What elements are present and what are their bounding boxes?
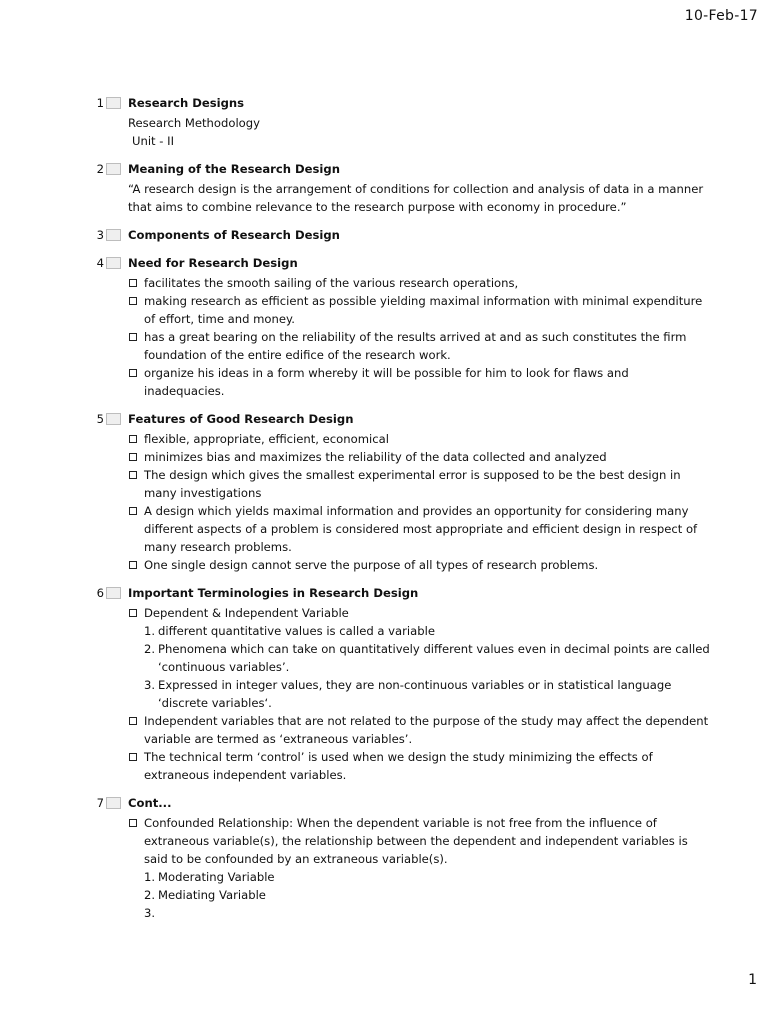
slide-title: Research Designs xyxy=(128,96,245,110)
bullet-item xyxy=(128,502,698,556)
slide-thumbnail-icon xyxy=(106,797,121,809)
slide-header xyxy=(0,226,768,244)
bullet-text-line: The technical term ‘control’ is used when we design the study minimizing the effects of xyxy=(144,750,653,764)
bullet-text-line: facilitates the smooth sailing of the various research operations, xyxy=(144,276,519,290)
checkbox-bullet-icon xyxy=(129,561,137,569)
checkbox-bullet-icon xyxy=(129,819,137,827)
list-item-text: different quantitative values is called a variable xyxy=(158,624,435,638)
bullet-text-line: foundation of the entire edifice of the research work. xyxy=(144,348,451,362)
bullet-item xyxy=(128,748,683,784)
checkbox-bullet-icon xyxy=(129,453,137,461)
slide-body xyxy=(128,180,704,216)
numbered-list-item xyxy=(144,904,683,922)
bullet-item xyxy=(128,328,687,364)
slide-body xyxy=(128,604,710,784)
bullet-item xyxy=(128,814,688,868)
bullet-text-line: A design which yields maximal information and provides an opportunity for considering many xyxy=(144,504,689,518)
body-text-line: “A research design is the arrangement of conditions for collection and analysis of data in a manner xyxy=(128,182,704,196)
bullet-text-line: flexible, appropriate, efficient, economical xyxy=(144,432,389,446)
checkbox-bullet-icon xyxy=(129,609,137,617)
list-item-number: 3. xyxy=(144,906,156,920)
slide-entry xyxy=(0,94,768,150)
slide-header xyxy=(0,410,768,428)
slide-title: Meaning of the Research Design xyxy=(128,162,340,176)
slide-header xyxy=(0,254,768,272)
slide-number: 1 xyxy=(96,96,104,110)
bullet-text-line: many investigations xyxy=(144,486,262,500)
checkbox-bullet-icon xyxy=(129,333,137,341)
bullet-item xyxy=(128,292,703,328)
bullet-item xyxy=(128,556,683,574)
list-item-number: 1. xyxy=(144,624,156,638)
body-text-line: Unit - II xyxy=(132,134,174,148)
bullet-text-line: of effort, time and money. xyxy=(144,312,295,326)
slide-header xyxy=(0,94,768,112)
bullet-item xyxy=(128,604,683,622)
bullet-text-line: said to be confounded by an extraneous variable(s). xyxy=(144,852,448,866)
slide-thumbnail-icon xyxy=(106,257,121,269)
checkbox-bullet-icon xyxy=(129,717,137,725)
bullet-text-line: organize his ideas in a form whereby it will be possible for him to look for flaws and xyxy=(144,366,629,380)
checkbox-bullet-icon xyxy=(129,471,137,479)
numbered-list-item xyxy=(144,622,683,640)
bullet-item xyxy=(128,274,683,292)
slide-number: 4 xyxy=(96,256,104,270)
list-item-number: 2. xyxy=(144,888,156,902)
body-text-line: Research Methodology xyxy=(128,116,260,130)
list-item-text xyxy=(158,904,683,922)
slide-body xyxy=(128,114,683,150)
slide-thumbnail-icon xyxy=(106,229,121,241)
print-date: 10-Feb-17 xyxy=(684,8,758,24)
slide-number: 7 xyxy=(96,796,104,810)
list-item-text: Mediating Variable xyxy=(158,888,266,902)
slide-body xyxy=(128,430,698,574)
bullet-text-line: Confounded Relationship: When the dependent variable is not free from the influence of xyxy=(144,816,657,830)
checkbox-bullet-icon xyxy=(129,435,137,443)
slide-entry xyxy=(0,160,768,216)
slide-title: Important Terminologies in Research Design xyxy=(128,586,419,600)
numbered-list-item xyxy=(144,886,683,904)
bullet-item xyxy=(128,466,683,502)
bullet-text-line: extraneous variable(s), the relationship between the dependent and independent variables is xyxy=(144,834,688,848)
slide-number: 5 xyxy=(96,412,104,426)
slide-title: Cont... xyxy=(128,796,172,810)
bullet-text-line: many research problems. xyxy=(144,540,292,554)
bullet-text-line: minimizes bias and maximizes the reliability of the data collected and analyzed xyxy=(144,450,607,464)
slide-header xyxy=(0,160,768,178)
numbered-list xyxy=(144,868,683,922)
slide-thumbnail-icon xyxy=(106,97,121,109)
checkbox-bullet-icon xyxy=(129,297,137,305)
slide-number: 3 xyxy=(96,228,104,242)
bullet-text-line: making research as efficient as possible yielding maximal information with minimal expenditure xyxy=(144,294,703,308)
slide-entry xyxy=(0,584,768,784)
slide-header xyxy=(0,794,768,812)
slide-entry xyxy=(0,226,768,244)
bullet-text-line: The design which gives the smallest experimental error is supposed to be the best design in xyxy=(144,468,681,482)
bullet-text-line: One single design cannot serve the purpose of all types of research problems. xyxy=(144,558,599,572)
bullet-item xyxy=(128,448,683,466)
slide-title: Components of Research Design xyxy=(128,228,340,242)
page-number: 1 xyxy=(748,972,757,988)
slide-body xyxy=(128,814,688,922)
list-item-number: 1. xyxy=(144,870,156,884)
bullet-text-line: has a great bearing on the reliability of the results arrived at and as such constitutes the firm xyxy=(144,330,687,344)
bullet-text-line: different aspects of a problem is considered most appropriate and efficient design in respect of xyxy=(144,522,698,536)
slide-entry xyxy=(0,410,768,574)
slide-thumbnail-icon xyxy=(106,413,121,425)
slide-title: Features of Good Research Design xyxy=(128,412,354,426)
slide-thumbnail-icon xyxy=(106,587,121,599)
slide-number: 6 xyxy=(96,586,104,600)
list-item-text: Moderating Variable xyxy=(158,870,275,884)
checkbox-bullet-icon xyxy=(129,279,137,287)
numbered-list-item xyxy=(144,868,683,886)
slide-body xyxy=(128,274,703,400)
slide-entry xyxy=(0,794,768,922)
numbered-list xyxy=(144,622,710,712)
body-text-line: that aims to combine relevance to the research purpose with economy in procedure.” xyxy=(128,200,627,214)
bullet-text-line: extraneous independent variables. xyxy=(144,768,347,782)
checkbox-bullet-icon xyxy=(129,369,137,377)
bullet-item xyxy=(128,712,709,748)
slide-entry xyxy=(0,254,768,400)
list-item-number: 3. xyxy=(144,678,156,692)
bullet-text-line: Dependent & Independent Variable xyxy=(144,606,349,620)
slide-outline xyxy=(0,94,768,932)
bullet-text-line: Independent variables that are not related to the purpose of the study may affect the dependent xyxy=(144,714,709,728)
list-item-number: 2. xyxy=(144,642,156,656)
slide-title: Need for Research Design xyxy=(128,256,298,270)
bullet-text-line: inadequacies. xyxy=(144,384,225,398)
list-item-text: ‘continuous variables’. xyxy=(158,660,290,674)
list-item-text: ‘discrete variables‘. xyxy=(158,696,272,710)
checkbox-bullet-icon xyxy=(129,507,137,515)
list-item-text: Expressed in integer values, they are non-continuous variables or in statistical language xyxy=(158,678,672,692)
numbered-list-item xyxy=(144,676,683,712)
slide-number: 2 xyxy=(96,162,104,176)
list-item-text: Phenomena which can take on quantitatively different values even in decimal points are called xyxy=(158,642,710,656)
slide-header xyxy=(0,584,768,602)
bullet-text-line: variable are termed as ‘extraneous variables’. xyxy=(144,732,413,746)
bullet-item xyxy=(128,430,683,448)
slide-thumbnail-icon xyxy=(106,163,121,175)
checkbox-bullet-icon xyxy=(129,753,137,761)
bullet-item xyxy=(128,364,683,400)
numbered-list-item xyxy=(144,640,710,676)
